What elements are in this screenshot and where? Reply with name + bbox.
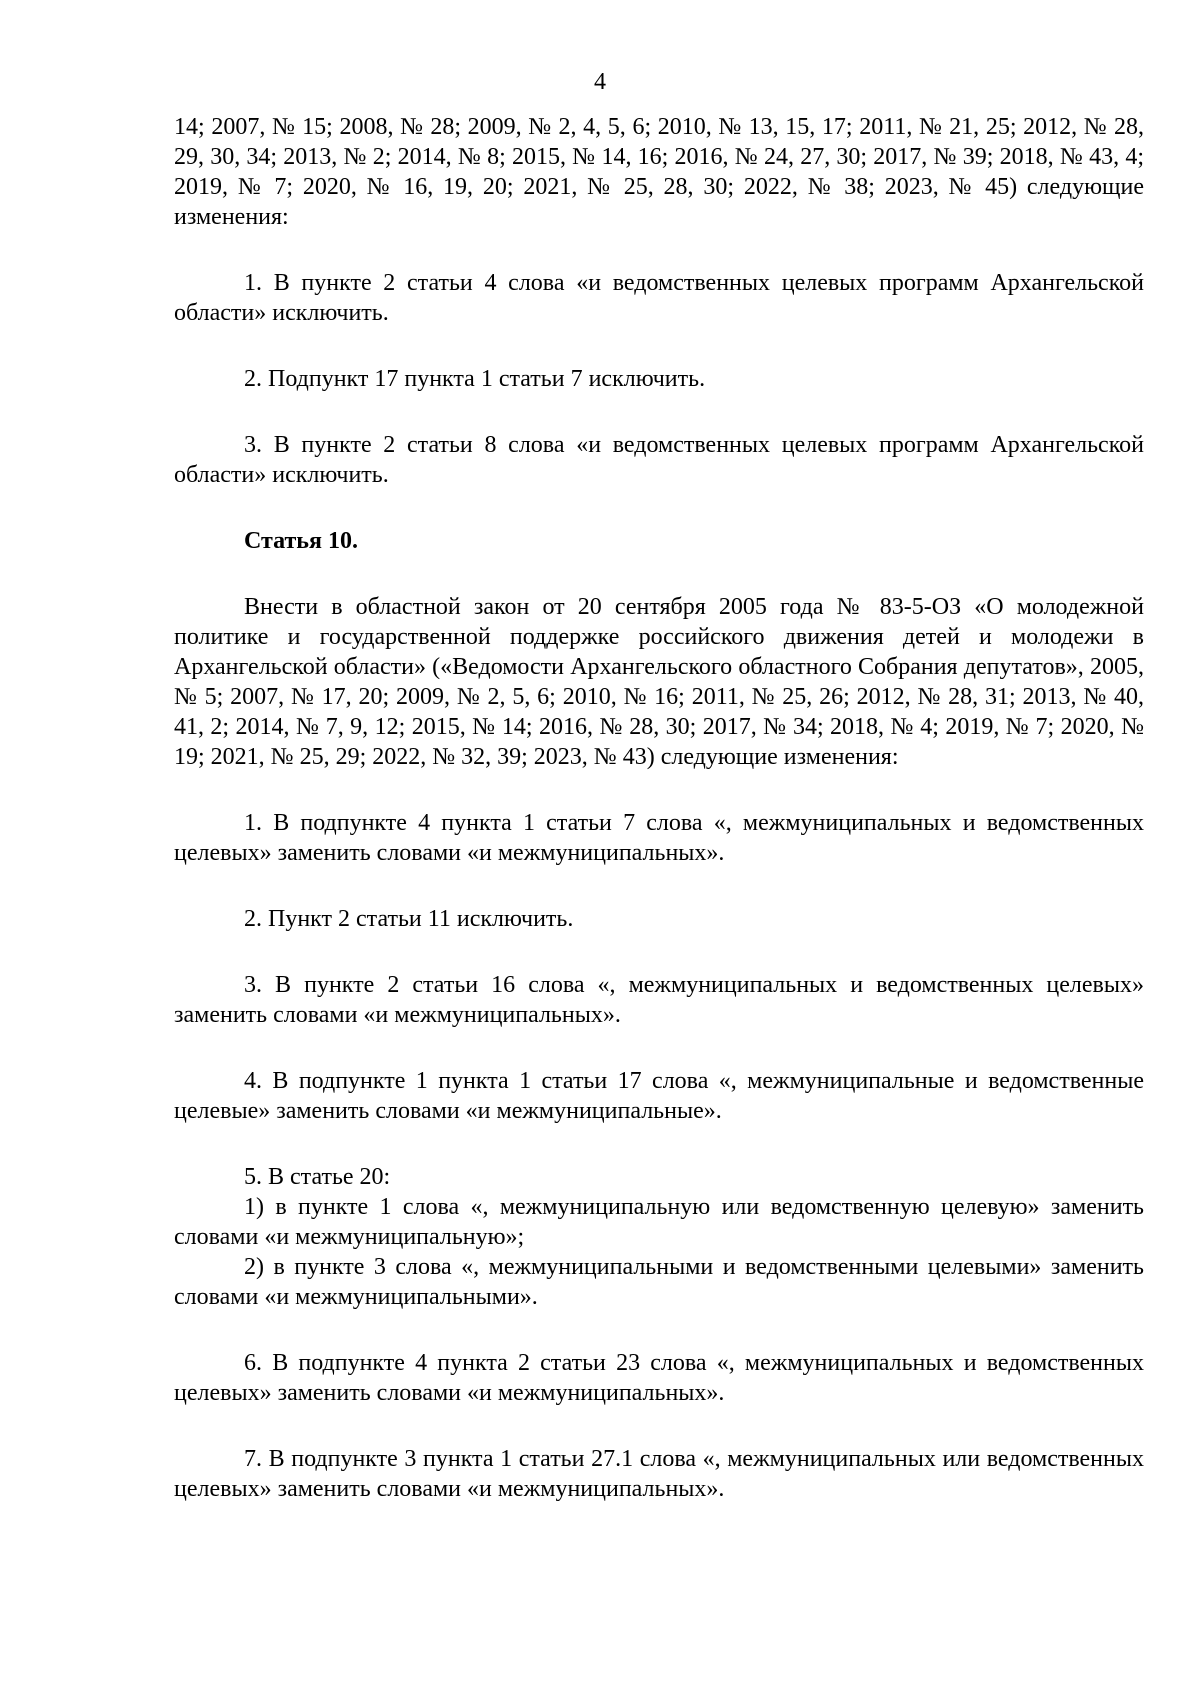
- article10-item-4: 4. В подпункте 1 пункта 1 статьи 17 слова «, межмуниципальные и ведомственные целевые» заменить словами «и межмуниципальные».: [174, 1068, 1144, 1124]
- article9-item-3: 3. В пункте 2 статьи 8 слова «и ведомственных целевых программ Архангельской области» исключить.: [174, 432, 1144, 488]
- article9-item-1: 1. В пункте 2 статьи 4 слова «и ведомственных целевых программ Архангельской области» исключить.: [174, 270, 1144, 326]
- article10-item-5-sub-1: 1) в пункте 1 слова «, межмуниципальную или ведомственную целевую» заменить словами «и межмуниципальную»;: [174, 1194, 1144, 1250]
- article10-item-2: 2. Пункт 2 статьи 11 исключить.: [244, 906, 574, 932]
- article10-item-7: 7. В подпункте 3 пункта 1 статьи 27.1 слова «, межмуниципальных или ведомственных целевых» заменить словами «и межмуниципальных».: [174, 1446, 1144, 1502]
- article10-item-1: 1. В подпункте 4 пункта 1 статьи 7 слова «, межмуниципальных и ведомственных целевых» заменить словами «и межмуниципальных».: [174, 810, 1144, 866]
- article10-heading: Статья 10.: [244, 528, 358, 554]
- page-number: 4: [594, 69, 606, 95]
- article9-item-2: 2. Подпункт 17 пункта 1 статьи 7 исключить.: [244, 366, 706, 392]
- article10-item-3: 3. В пункте 2 статьи 16 слова «, межмуниципальных и ведомственных целевых» заменить словами «и межмуниципальных».: [174, 972, 1144, 1028]
- intro-tail-paragraph: 14; 2007, № 15; 2008, № 28; 2009, № 2, 4, 5, 6; 2010, № 13, 15, 17; 2011, № 21, 25; 2012, № 28, 29, 30, 34; 2013, № 2; 2014, № 8; 2015, № 14, 16; 2016, № 24, 27, 30; 2017, № 39; 2018, № 43, 4; 2019, № 7; 2020, № 16, 19, 20; 2021, № 25, 28, 30; 2022, № 38; 2023, № 45) следующие изменения:: [174, 114, 1144, 230]
- document-body: [174, 112, 1144, 1504]
- article10-intro: Внести в областной закон от 20 сентября 2005 года № 83-5-ОЗ «О молодежной политике и государственной поддержке российского движения детей и молодежи в Архангельской области» («Ведомости Архангельского областного Собрания депутатов», 2005, № 5; 2007, № 17, 20; 2009, № 2, 5, 6; 2010, № 16; 2011, № 25, 26; 2012, № 28, 31; 2013, № 40, 41, 2; 2014, № 7, 9, 12; 2015, № 14; 2016, № 28, 30; 2017, № 34; 2018, № 4; 2019, № 7; 2020, № 19; 2021, № 25, 29; 2022, № 32, 39; 2023, № 43) следующие изменения:: [174, 594, 1144, 770]
- article10-item-5-title: 5. В статье 20:: [244, 1164, 391, 1190]
- article10-item-6: 6. В подпункте 4 пункта 2 статьи 23 слова «, межмуниципальных и ведомственных целевых» заменить словами «и межмуниципальных».: [174, 1350, 1144, 1406]
- article10-item-5-sub-2: 2) в пункте 3 слова «, межмуниципальными и ведомственными целевыми» заменить словами «и межмуниципальными».: [174, 1254, 1144, 1310]
